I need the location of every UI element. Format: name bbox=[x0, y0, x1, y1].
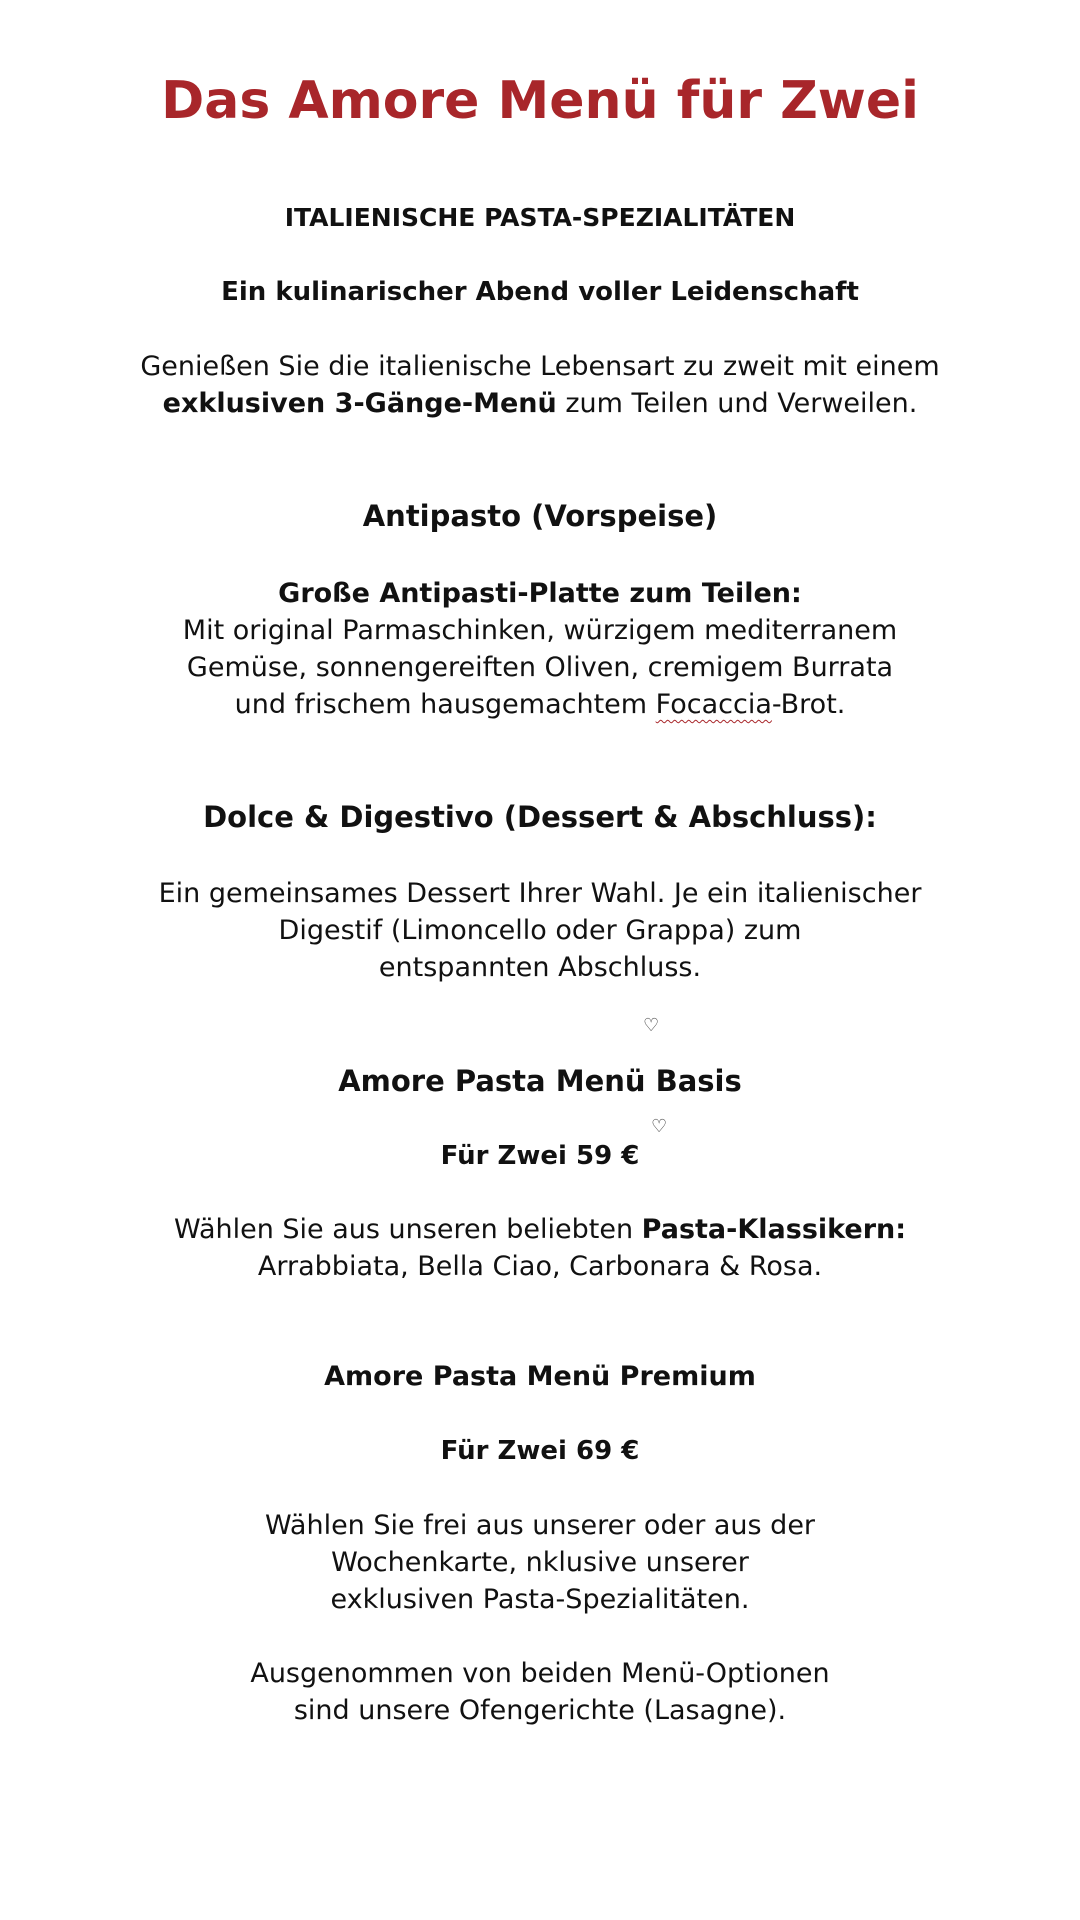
intro-lead: Ein kulinarischer Abend voller Leidenschaft bbox=[221, 277, 859, 307]
intro-text-rest: zum Teilen und Verweilen. bbox=[556, 388, 918, 419]
basis-heading: Amore Pasta Menü Basis bbox=[338, 1064, 742, 1098]
intro-text bbox=[90, 348, 990, 422]
antipasto-line-2: Gemüse, sonnengereiften Oliven, cremigem Burrata bbox=[186, 652, 894, 683]
basis-line-2: Arrabbiata, Bella Ciao, Carbonara & Rosa. bbox=[257, 1251, 823, 1282]
antipasto-line-3-end: -Brot. bbox=[771, 689, 846, 720]
antipasto-item-title: Große Antipasti-Platte zum Teilen: bbox=[278, 578, 802, 609]
antipasto-line-3 bbox=[90, 686, 990, 723]
exclusion-note bbox=[90, 1655, 990, 1729]
antipasto-heading: Antipasto (Vorspeise) bbox=[362, 499, 718, 533]
basis-line-1-bold: Pasta-Klassikern: bbox=[641, 1214, 907, 1245]
antipasto-description bbox=[90, 612, 990, 723]
page-title: Das Amore Menü für Zwei bbox=[161, 71, 919, 131]
intro-text-line-2 bbox=[90, 385, 990, 422]
premium-price: Für Zwei 69 € bbox=[440, 1436, 640, 1466]
note-line-2: sind unsere Ofengerichte (Lasagne). bbox=[293, 1695, 787, 1726]
dolce-heading: Dolce & Digestivo (Dessert & Abschluss): bbox=[203, 800, 877, 834]
heart-icon: ♡ bbox=[651, 1116, 668, 1137]
intro-subtitle: ITALIENISCHE PASTA-SPEZIALITÄTEN bbox=[284, 203, 796, 232]
basis-description bbox=[90, 1211, 990, 1285]
dolce-line-3: entspannten Abschluss. bbox=[378, 952, 702, 983]
antipasto-line-3-start: und frischem hausgemachtem bbox=[234, 689, 656, 720]
focaccia-word: Focaccia bbox=[655, 689, 772, 720]
dolce-line-2: Digestif (Limoncello oder Grappa) zum bbox=[278, 915, 802, 946]
basis-price: Für Zwei 59 € bbox=[440, 1141, 640, 1171]
heart-icon: ♡ bbox=[643, 1015, 660, 1036]
antipasto-line-1: Mit original Parmaschinken, würzigem mediterranem bbox=[182, 615, 898, 646]
premium-line-3: exklusiven Pasta-Spezialitäten. bbox=[330, 1584, 750, 1615]
dolce-line-1: Ein gemeinsames Dessert Ihrer Wahl. Je ein italienischer bbox=[158, 878, 922, 909]
basis-line-1-start: Wählen Sie aus unseren beliebten bbox=[173, 1214, 642, 1245]
intro-text-bold: exklusiven 3-Gänge-Menü bbox=[162, 388, 557, 419]
basis-line-1 bbox=[90, 1211, 990, 1248]
note-line-1: Ausgenommen von beiden Menü-Optionen bbox=[250, 1658, 830, 1689]
dolce-description bbox=[90, 875, 990, 986]
premium-line-1: Wählen Sie frei aus unserer oder aus der bbox=[264, 1510, 816, 1541]
premium-line-2: Wochenkarte, nklusive unserer bbox=[331, 1547, 749, 1578]
premium-heading: Amore Pasta Menü Premium bbox=[324, 1361, 756, 1392]
intro-text-line-1: Genießen Sie die italienische Lebensart zu zweit mit einem bbox=[140, 351, 940, 382]
premium-description bbox=[90, 1507, 990, 1618]
